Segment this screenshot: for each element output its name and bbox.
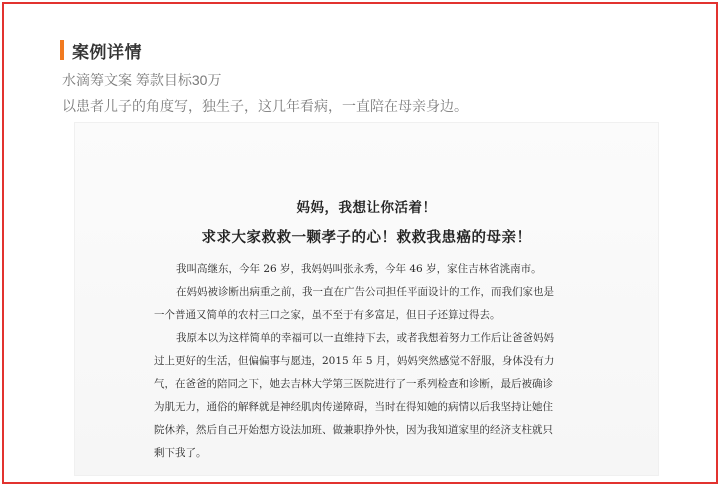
document-line: 剩下我了。 [154, 447, 207, 459]
section-title: 案例详情 [72, 42, 142, 62]
document-line: 我原本以为这样简单的幸福可以一直维持下去，或者我想着努力工作后让爸爸妈妈 [176, 332, 554, 344]
document-line: 气，在爸爸的陪同之下，她去吉林大学第三医院进行了一系列检查和诊断，最后被确诊 [154, 378, 553, 390]
document-line: 在妈妈被诊断出病重之前，我一直在广告公司担任平面设计的工作，而我们家也是 [176, 286, 554, 298]
accent-bar [60, 40, 64, 60]
case-goal-line: 水滴筹文案 筹款目标30万 [62, 72, 222, 88]
document-body [154, 258, 584, 465]
document-image [74, 122, 659, 476]
section-header [60, 38, 142, 62]
document-line: 院休养，然后自己开始想方设法加班、做兼职挣外快，因为我知道家里的经济支柱就只 [154, 424, 553, 436]
case-meta [62, 70, 468, 122]
document-line: 为肌无力，通俗的解释就是神经肌肉传递障碍，当时在得知她的病情以后我坚持让她住 [154, 401, 553, 413]
case-description-line: 以患者儿子的角度写，独生子，这几年看病，一直陪在母亲身边。 [62, 98, 468, 114]
document-line: 过上更好的生活，但偏偏事与愿违，2015 年 5 月，妈妈突然感觉不舒服，身体没有力 [154, 355, 555, 367]
screenshot-frame [2, 2, 718, 484]
document-line: 我叫高继东，今年 26 岁，我妈妈叫张永秀，今年 46 岁，家住吉林省洮南市。 [176, 263, 542, 275]
document-page [74, 122, 659, 476]
document-subtitle: 求求大家救救一颗孝子的心！救救我患癌的母亲！ [201, 229, 532, 246]
document-title: 妈妈，我想让你活着！ [296, 200, 437, 216]
document-line: 一个普通又简单的农村三口之家，虽不至于有多富足，但日子还算过得去。 [154, 309, 501, 321]
